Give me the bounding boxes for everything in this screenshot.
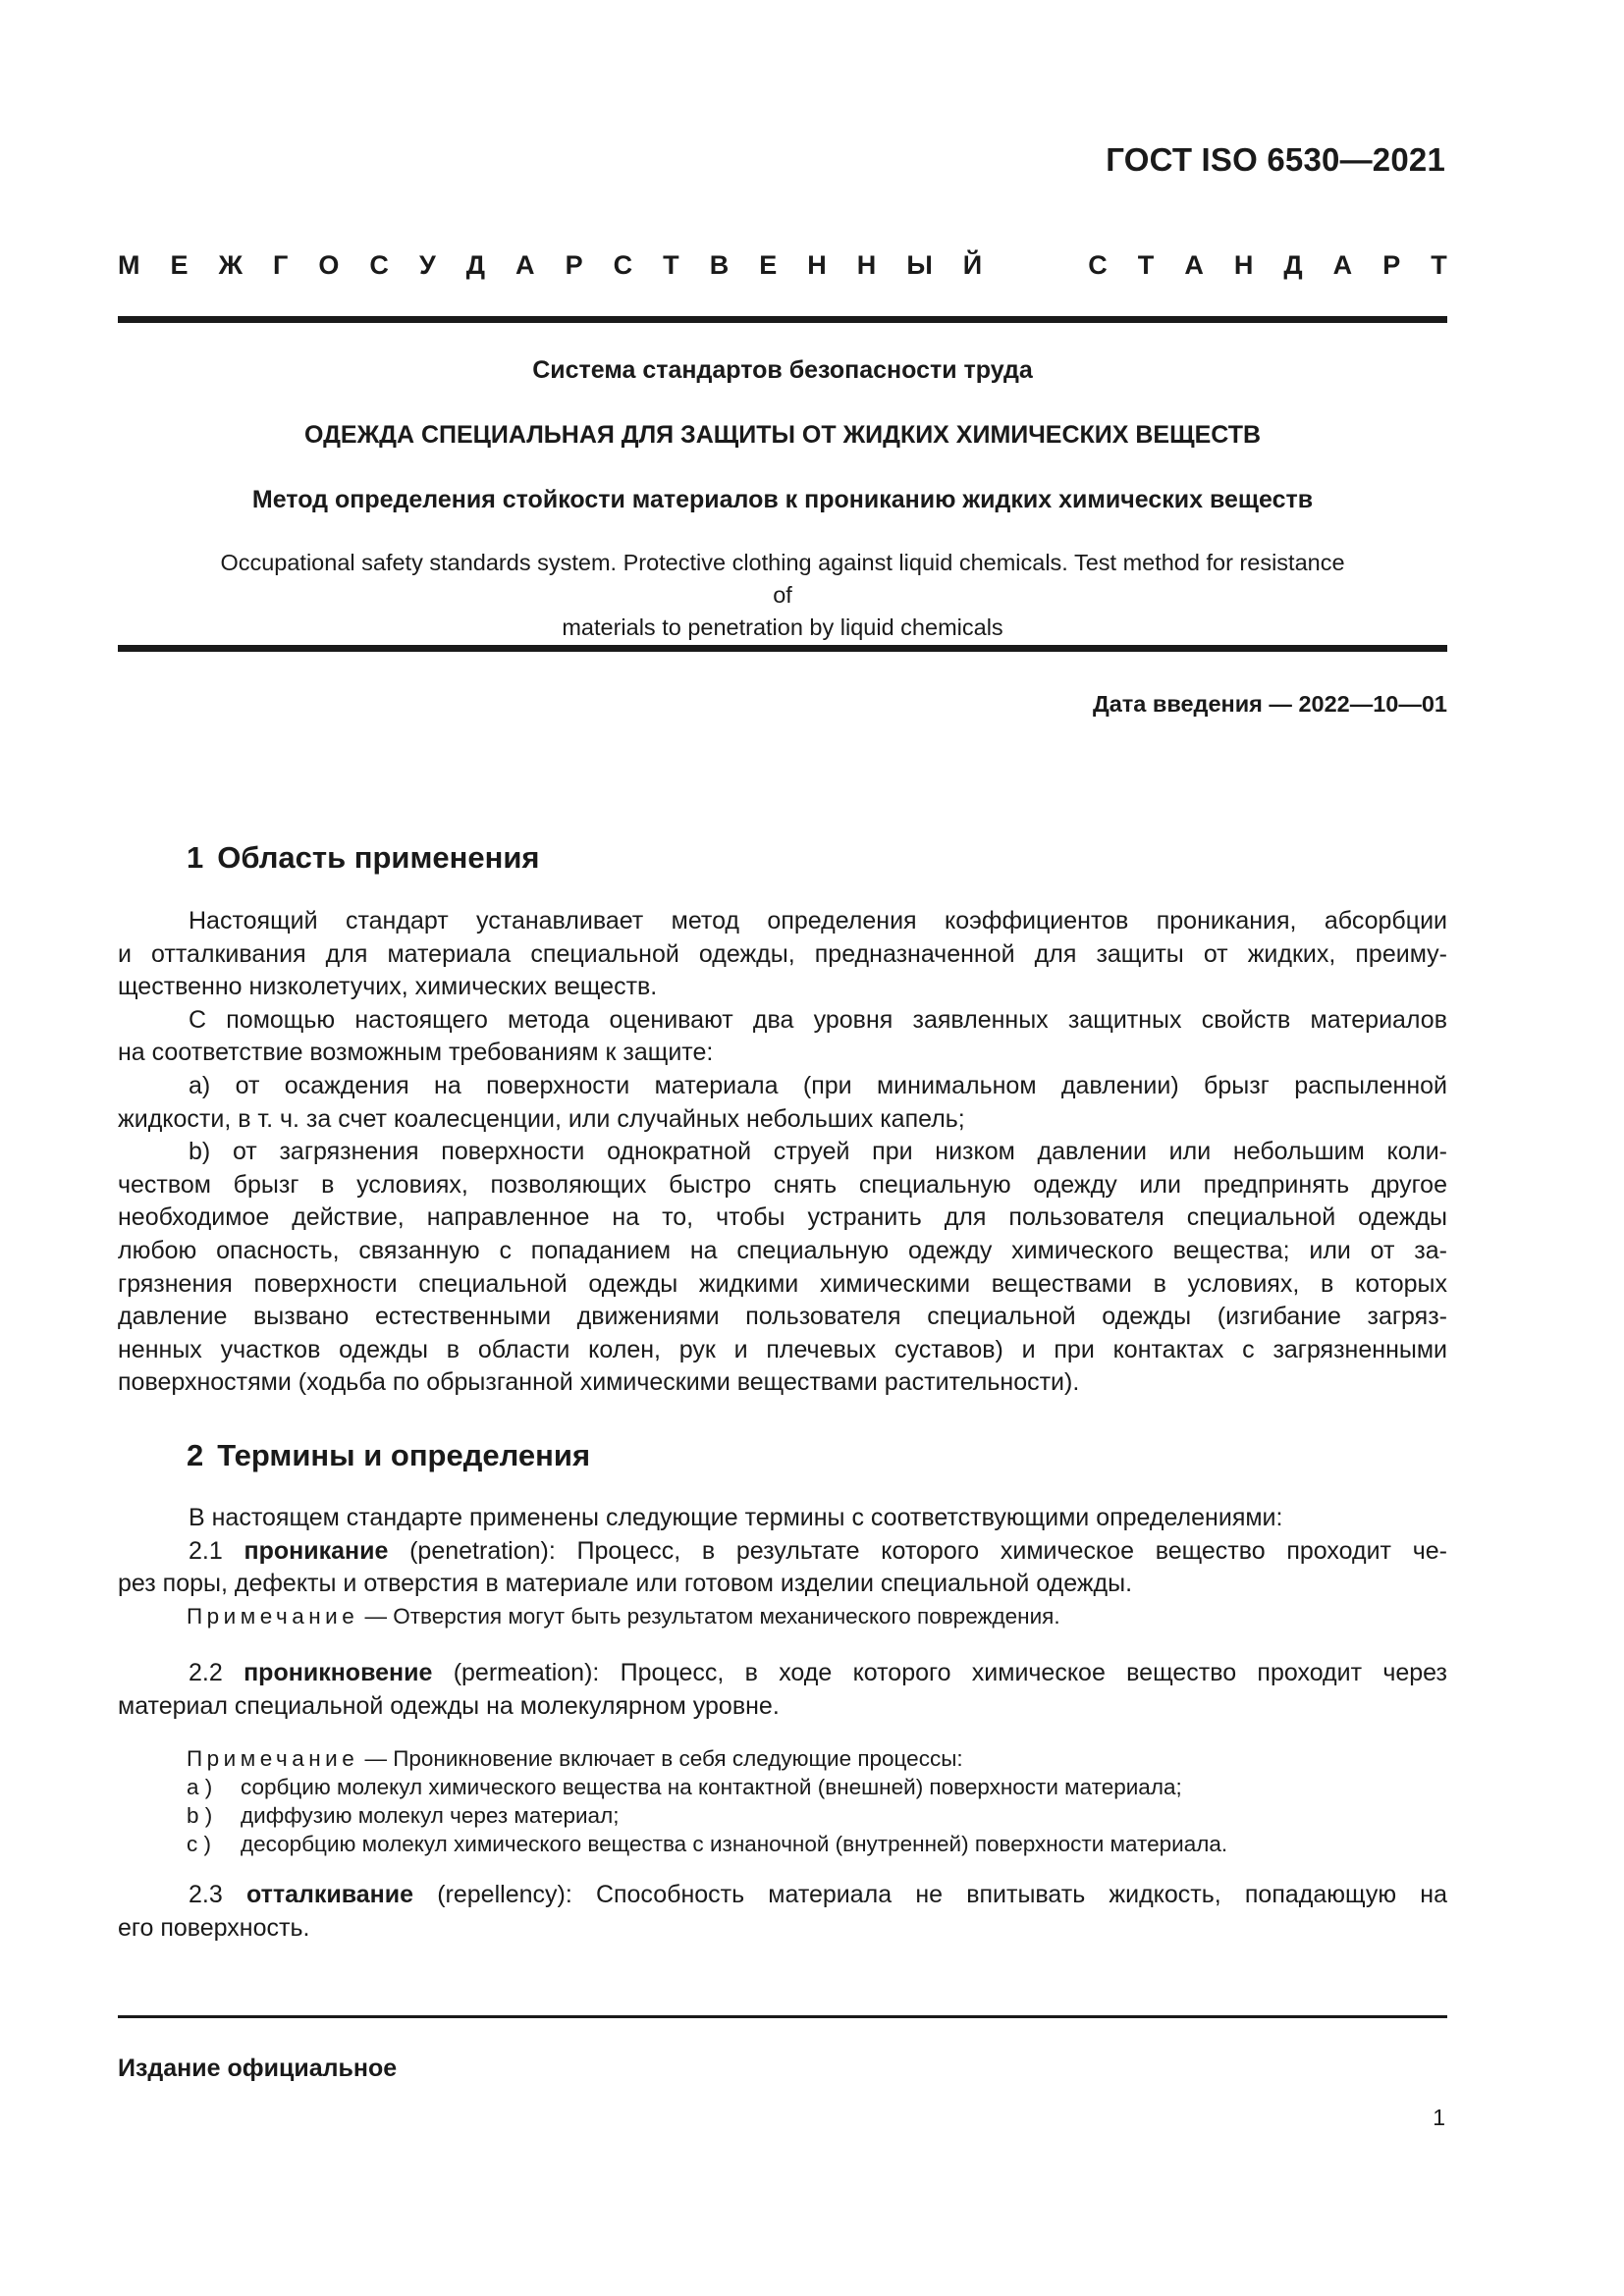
text-line: b) от загрязнения поверхности однократной струей при низком давлении или небольшим коли- [189,1138,1447,1166]
term-2-1-line2: рез поры, дефекты и отверстия в материале или готовом изделии специальной одежды. [118,1570,1133,1598]
note-text: — Отверстия могут быть результатом механического повреждения. [358,1604,1060,1629]
term-2-2-line1 [118,1657,1447,1690]
heading-letter: Т [1137,250,1155,280]
note-2-1 [187,1602,1453,1630]
text-line: и отталкивания для материала специальной одежды, предназначенной для защиты от жидких, преиму- [118,939,1447,968]
text-line: грязнения поверхности специальной одежды жидкими химическими веществами в условиях, в которых [118,1269,1447,1298]
term-2-2-line2: материал специальной одежды на молекулярном уровне. [118,1691,780,1720]
paragraph-scope [118,905,1447,1004]
term-2-1-def-start: (penetration): Процесс, в результате которого химическое вещество проходит че- [388,1536,1447,1565]
section-1-number: 1 [187,840,204,875]
term-2-1-line1 [118,1535,1447,1569]
note-item-label: с ) [187,1832,211,1856]
section-1-heading [187,840,540,876]
heading-letter: Т [1431,250,1447,280]
heading-letter: Н [1233,250,1254,280]
note-item-text: сорбцию молекул химического вещества на контактной (внешней) поверхности материала; [241,1775,1182,1799]
interstate-standard-heading [118,250,1447,281]
heading-letter: Й [962,250,983,280]
note-list-item [187,1801,1453,1830]
system-title: Система стандартов безопасности труда [532,356,1033,384]
note-label: Примечание [187,1604,359,1629]
english-title [118,547,1447,644]
heading-letter: У [418,250,436,280]
page-number: 1 [1433,2105,1445,2130]
heading-letter: А [1184,250,1204,280]
text-line: давление вызвано естественными движениями пользователя специальной одежды (изгибание загряз- [118,1303,1447,1331]
heading-letter: С [1088,250,1108,280]
section-2-intro-block [118,1502,1447,1601]
note-item-text: десорбцию молекул химического вещества с изнаночной (внутренней) поверхности материала. [241,1832,1228,1856]
method-title: Метод определения стойкости материалов к прониканию жидких химических веществ [251,486,1314,513]
heading-letter: А [1332,250,1353,280]
term-2-3-line2: его поверхность. [118,1913,310,1942]
terms-intro: В настоящем стандарте применены следующие термины с соответствующими определениями: [189,1504,1283,1531]
word-gap [1012,250,1057,281]
term-2-3-block [118,1879,1447,1945]
note-text: — Проникновение включает в себя следующие процессы: [358,1746,963,1771]
footer-rule [118,2015,1447,2018]
heading-letter: Ы [906,250,933,280]
text-line: ненных участков одежды в области колен, рук и плечевых суставов) и при контактах с загрязненными [118,1335,1447,1363]
heading-letter: Ж [218,250,243,280]
heading-letter: Д [1283,250,1303,280]
text-line: жидкости, в т. ч. за счет коалесценции, или случайных небольших капель; [118,1104,965,1133]
heading-letter: Т [663,250,679,280]
heading-letter: А [515,250,535,280]
note-item-label: а ) [187,1775,213,1799]
note-item-text: диффузию молекул через материал; [241,1803,620,1828]
heading-letter: О [318,250,340,280]
heading-letter: Р [565,250,583,280]
paragraph-item-a [118,1070,1447,1136]
english-title-line1: Occupational safety standards system. Protective clothing against liquid chemicals. Test method for resistance of [220,550,1345,608]
text-line: С помощью настоящего метода оценивают два уровня заявленных защитных свойств материалов [189,1005,1447,1034]
note-list-item [187,1773,1453,1801]
note-2-2 [187,1744,1453,1858]
note-item-label: b ) [187,1803,213,1828]
text-line: любою опасность, связанную с попаданием на специальную одежду химического вещества; или от за- [118,1236,1447,1264]
heading-letter: Е [759,250,778,280]
heading-letter: Р [1382,250,1401,280]
note-label: Примечание [187,1746,359,1771]
term-2-2-block [118,1657,1447,1723]
note-list-item [187,1830,1453,1858]
heading-letter: В [709,250,730,280]
english-title-line2: materials to penetration by liquid chemicals [562,614,1003,640]
note-2-2-header [187,1744,1453,1773]
term-2-3-number: 2.3 [189,1881,223,1908]
section-1-body [118,905,1447,1400]
heading-letter: С [613,250,633,280]
section-2-heading [187,1438,590,1473]
heading-letter: Д [465,250,486,280]
term-2-1-number: 2.1 [189,1536,223,1565]
section-2-number: 2 [187,1438,204,1472]
section-1-title: Область применения [217,840,540,875]
heading-letter: Н [807,250,827,280]
heading-letter: Е [170,250,189,280]
text-line: a) от осаждения на поверхности материала (при минимальном давлении) брызг распыленной [189,1071,1447,1099]
term-2-3-line1 [118,1879,1447,1912]
term-2-2-def-start: (permeation): Процесс, в ходе которого химическое вещество проходит через [432,1659,1447,1686]
term-2-1-term: проникание [244,1536,389,1565]
heading-letter: Г [273,250,289,280]
section-2-title: Термины и определения [217,1438,591,1472]
text-line: необходимое действие, направленное на то, чтобы устранить для пользователя специальной одежды [118,1203,1447,1232]
heading-letter: С [369,250,389,280]
text-line: на соответствие возможным требованиям к защите: [118,1039,714,1067]
text-line: щественно низколетучих, химических веществ. [118,973,658,1001]
official-edition-label: Издание официальное [118,2055,398,2082]
paragraph-levels [118,1004,1447,1070]
text-line: Настоящий стандарт устанавливает метод определения коэффициентов проникания, абсорбции [189,907,1447,934]
standard-code: ГОСТ ISO 6530—2021 [1106,141,1445,178]
term-2-3-def-start: (repellency): Способность материала не впитывать жидкость, попадающую на [413,1881,1447,1908]
term-2-3-term: отталкивание [245,1881,414,1908]
main-title: ОДЕЖДА СПЕЦИАЛЬНАЯ ДЛЯ ЗАЩИТЫ ОТ ЖИДКИХ ХИМИЧЕСКИХ ВЕЩЕСТВ [303,421,1262,449]
effective-date: Дата введения — 2022—10—01 [1092,691,1447,717]
text-line: поверхностями (ходьба по обрызганной химическими веществами растительности). [118,1368,1080,1397]
top-rule [118,316,1447,323]
term-2-2-number: 2.2 [189,1659,223,1686]
heading-letter: М [118,250,140,280]
term-2-2-term: проникновение [244,1659,433,1686]
heading-letter: Н [856,250,877,280]
text-line: чеством брызг в условиях, позволяющих быстро снять специальную одежду или предпринять другое [118,1170,1447,1199]
paragraph-item-b [118,1136,1447,1400]
title-rule [118,645,1447,652]
